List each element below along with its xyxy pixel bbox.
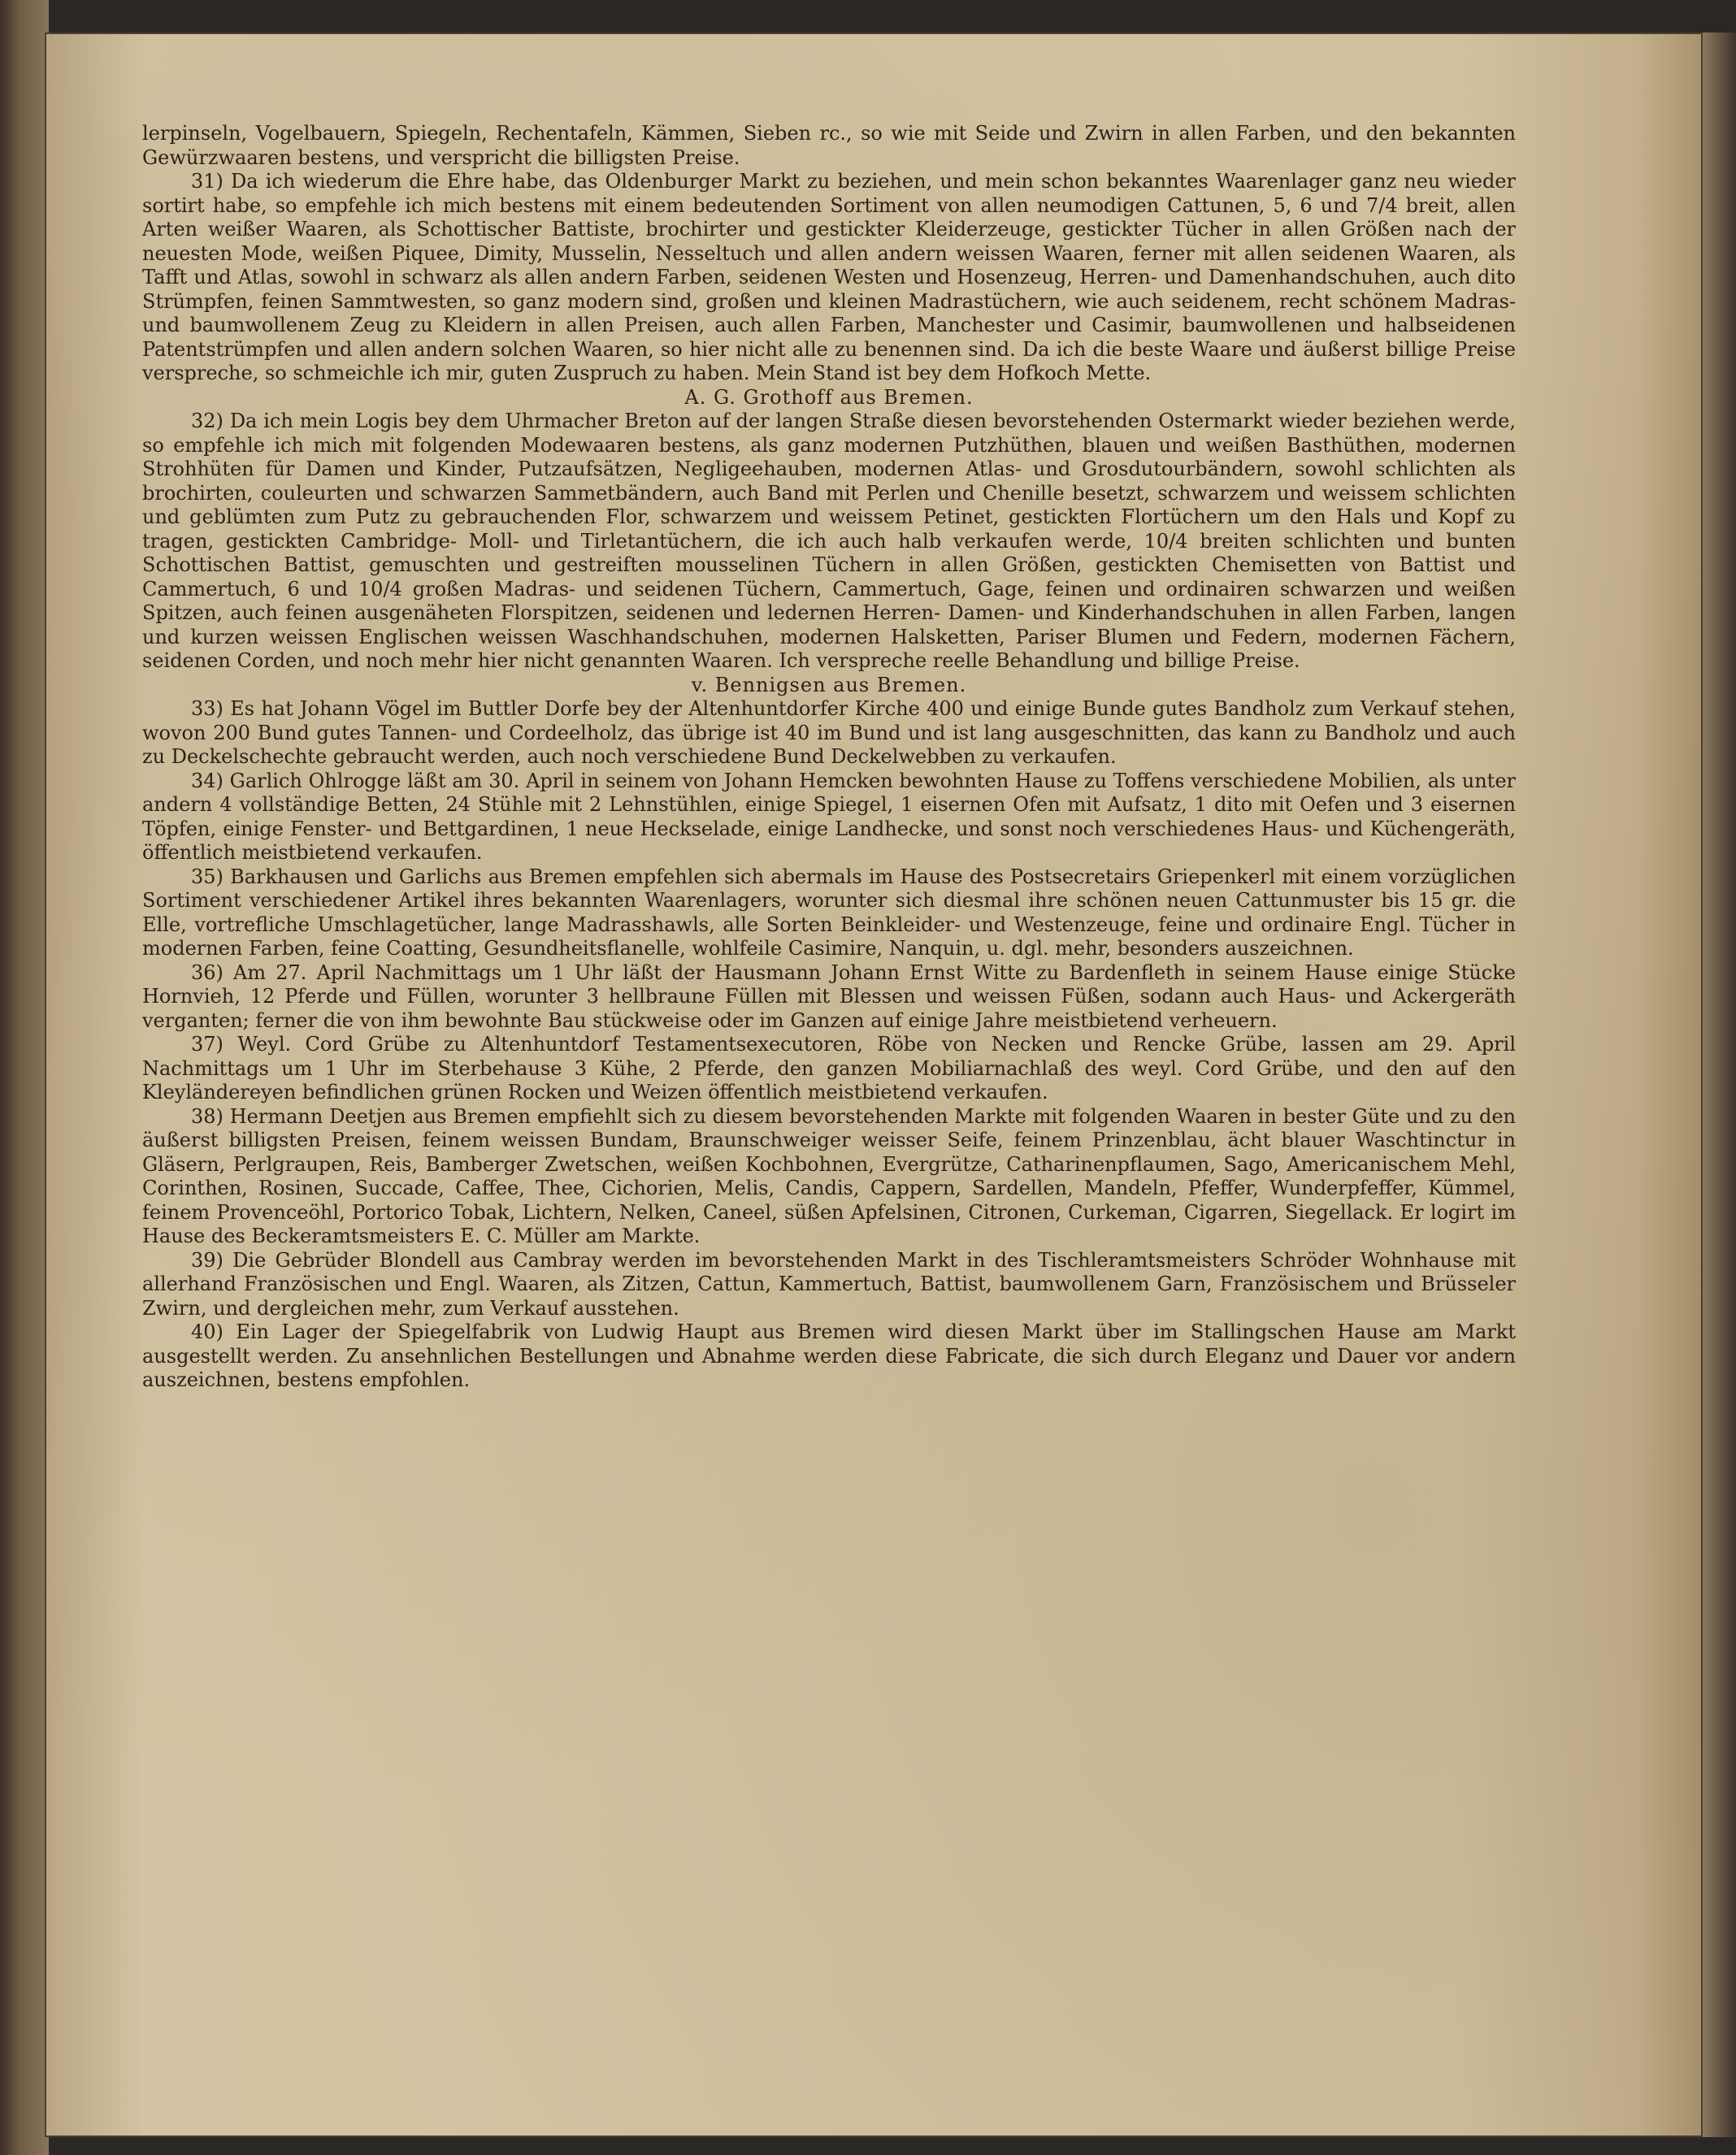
ad-number: 33): [191, 697, 224, 720]
ad-31: [142, 170, 1516, 386]
ad-text: Die Gebrüder Blondell aus Cambray werden im bevorstehenden Markt in des Tischleramtsmeisters Schröder Wohnhause mit allerhand Französischen und Engl. Waaren, als Zitzen, Cattun, Kammertuch, Battist, baumwollenem Garn, Französischem und Brüsseler Zwirn, und dergleichen mehr, zum Verkauf ausstehen.: [142, 1248, 1516, 1320]
ad-number: 38): [191, 1104, 224, 1128]
ad-36: [142, 961, 1516, 1034]
ad-signature: v. Bennigsen aus Bremen.: [691, 673, 967, 696]
ad-40: [142, 1320, 1516, 1393]
page-right-edge: [1703, 33, 1736, 2137]
ad-35: [142, 865, 1516, 961]
ad-38: [142, 1105, 1516, 1249]
ad-34: [142, 770, 1516, 865]
ad-number: 39): [191, 1248, 224, 1272]
ad-text: Hermann Deetjen aus Bremen empfiehlt sich zu diesem bevorstehenden Markte mit folgenden Waaren in bester Güte und zu den äußerst billigsten Preisen, feinem weissen Bundam, Braunschweiger weisser Seife, feinem Prinzenblau, ächt blauer Waschtinctur in Gläsern, Perlgraupen, Reis, Bamberger Zwetschen, weißen Kochbohnen, Evergrütze, Catharinenpflaumen, Sago, Americanischem Mehl, Corinthen, Rosinen, Succade, Caffee, Thee, Cichorien, Melis, Candis, Cappern, Sardellen, Mandeln, Pfeffer, Wunderpfeffer, Kümmel, feinem Provenceöhl, Portorico Tobak, Lichtern, Nelken, Caneel, süßen Apfelsinen, Citronen, Curkeman, Cigarren, Siegellack. Er logirt im Hause des Beckeramtsmeisters E. C. Müller am Markte.: [142, 1104, 1516, 1247]
ad-33: [142, 697, 1516, 770]
ad-continuation-text: lerpinseln, Vogelbauern, Spiegeln, Rechentafeln, Kämmen, Sieben rc., so wie mit Seide und Zwirn in allen Farben, und den bekannten Gewürzwaaren bestens, und verspricht die billigsten Preise.: [142, 122, 1516, 169]
ad-text: Da ich wiederum die Ehre habe, das Oldenburger Markt zu beziehen, und mein schon bekanntes Waarenlager ganz neu wieder sortirt habe, so empfehle ich mich bestens mit einem bedeutenden Sortiment von allen neumodigen Cattunen, 5, 6 und 7/4 breit, allen Arten weißer Waaren, als Schottischer Battiste, brochirter und gestickter Kleiderzeuge, gestickter Tücher in allen Größen nach der neuesten Mode, weißen Piquee, Dimity, Musselin, Nesseltuch und allen andern weissen Waaren, ferner mit allen seidenen Waaren, als Tafft und Atlas, sowohl in schwarz als allen andern Farben, seidenen Westen und Hosenzeug, Herren- und Damenhandschuhen, auch dito Strümpfen, feinen Sammtwesten, so ganz modern sind, großen und kleinen Madrastüchern, wie auch seidenem, recht schönem Madras- und baumwollenem Zeug zu Kleidern in allen Preisen, auch allen Farben, Manchester und Casimir, baumwollenen und halbseidenen Patentstrümpfen und allen andern solchen Waaren, so hier nicht alle zu benennen sind. Da ich die beste Waare und äußerst billige Preise verspreche, so schmeichle ich mir, guten Zuspruch zu haben. Mein Stand ist bey dem Hofkoch Mette.: [142, 170, 1516, 384]
ad-text: Am 27. April Nachmittags um 1 Uhr läßt der Hausmann Johann Ernst Witte zu Bardenfleth in seinem Hause einige Stücke Hornvieh, 12 Pferde und Füllen, worunter 3 hellbraune Füllen mit Blessen und weissen Füßen, sodann auch Haus- und Ackergeräth verganten; ferner die von ihm bewohnte Bau stückweise oder im Ganzen auf einige Jahre meistbietend verheuern.: [142, 960, 1516, 1032]
ad-text: Es hat Johann Vögel im Buttler Dorfe bey der Altenhuntdorfer Kirche 400 und einige Bunde gutes Bandholz zum Verkauf stehen, wovon 200 Bund gutes Tannen- und Cordeelholz, das übrige ist 40 im Bund und ist lang ausgeschnitten, das kann zu Bandholz und auch zu Deckelschechte gebraucht werden, auch noch verschiedene Bund Deckelwebben zu verkaufen.: [142, 697, 1516, 768]
ad-text: Barkhausen und Garlichs aus Bremen empfehlen sich abermals im Hause des Postsecretairs Griepenkerl mit einem vorzüglichen Sortiment verschiedener Artikel ihres bekannten Waarenlagers, worunter sich diesmal ihre schönen neuen Cattunmuster bis 15 gr. die Elle, vortrefliche Umschlagetücher, lange Madrasshawls, alle Sorten Beinkleider- und Westenzeuge, feine und ordinaire Engl. Tücher in modernen Farben, feine Coatting, Gesundheitsflanelle, wohlfeile Casimire, Nanquin, u. dgl. mehr, besonders auszeichnen.: [142, 865, 1516, 960]
ad-37: [142, 1033, 1516, 1105]
book-spine-edge: [0, 0, 49, 2155]
ad-number: 35): [191, 865, 224, 888]
ad-32: [142, 410, 1516, 674]
advertisement-column: [142, 122, 1516, 1877]
ad-number: 31): [191, 170, 224, 193]
ad-text: Da ich mein Logis bey dem Uhrmacher Breton auf der langen Straße diesen bevorstehenden Ostermarkt wieder beziehen werde, so empfehle ich mich mit folgenden Modewaaren bestens, als ganz modernen Putzhüthen, blauen und weißen Basthüthen, modernen Strohhüten für Damen und Kinder, Putzaufsätzen, Negligeehauben, modernen Atlas- und Grosdutourbändern, sowohl schlichten als brochirten, couleurten und schwarzen Sammetbändern, auch Band mit Perlen und Chenille besetzt, schwarzem und weissem schlichten und geblümten zum Putz zu gebrauchenden Flor, schwarzem und weissem Petinet, gestickten Flortüchern um den Hals und Kopf zu tragen, gestickten Cambridge- Moll- und Tirletantüchern, die ich auch halb verkaufen werde, 10/4 breiten schlichten und bunten Schottischen Battist, gemuschten und gestreiften mousselinen Tüchern in allen Größen, gestickten Chemisetten von Battist und Cammertuch, 6 und 10/4 großen Madras- und seidenen Tüchern, Cammertuch, Gage, feinen und ordinairen schwarzen und weißen Spitzen, auch feinen ausgenäheten Florspitzen, seidenen und ledernen Herren- Damen- und Kinderhandschuhen in allen Farben, langen und kurzen weissen Englischen weissen Waschhandschuhen, modernen Halsketten, Pariser Blumen und Federn, modernen Fächern, seidenen Corden, und noch mehr hier nicht genannten Waaren. Ich verspreche reelle Behandlung und billige Preise.: [142, 410, 1516, 672]
ad-number: 37): [191, 1033, 224, 1056]
ad-text: Garlich Ohlrogge läßt am 30. April in seinem von Johann Hemcken bewohnten Hause zu Toffens verschiedene Mobilien, als unter andern 4 vollständige Betten, 24 Stühle mit 2 Lehnstühlen, einige Spiegel, 1 eisernen Ofen mit Aufsatz, 1 dito mit Oefen und 3 eisernen Töpfen, einige Fenster- und Bettgardinen, 1 neue Heckselade, einige Landhecke, und sonst noch verschiedenes Haus- und Küchengeräth, öffentlich meistbietend verkaufen.: [142, 769, 1516, 864]
ad-text: Ein Lager der Spiegelfabrik von Ludwig Haupt aus Bremen wird diesen Markt über im Stallingschen Hause am Markt ausgestellt werden. Zu ansehnlichen Bestellungen und Abnahme werden diese Fabricate, die sich durch Eleganz und Dauer vor andern auszeichnen, bestens empfohlen.: [142, 1320, 1516, 1391]
ad-number: 32): [191, 410, 224, 432]
ad-number: 36): [191, 960, 224, 984]
ad-39: [142, 1249, 1516, 1321]
ad-text: Weyl. Cord Grübe zu Altenhuntdorf Testamentsexecutoren, Röbe von Necken und Rencke Grübe, lassen am 29. April Nachmittags um 1 Uhr im Sterbehause 3 Kühe, 2 Pferde, den ganzen Mobiliarnachlaß des weyl. Cord Grübe, und den auf den Kleyländereyen befindlichen grünen Rocken und Weizen öffentlich meistbietend verkaufen.: [142, 1033, 1516, 1104]
ad-number: 34): [191, 769, 224, 792]
ad-number: 40): [191, 1320, 224, 1343]
ad-signature: A. G. Grothoff aus Bremen.: [684, 385, 974, 409]
